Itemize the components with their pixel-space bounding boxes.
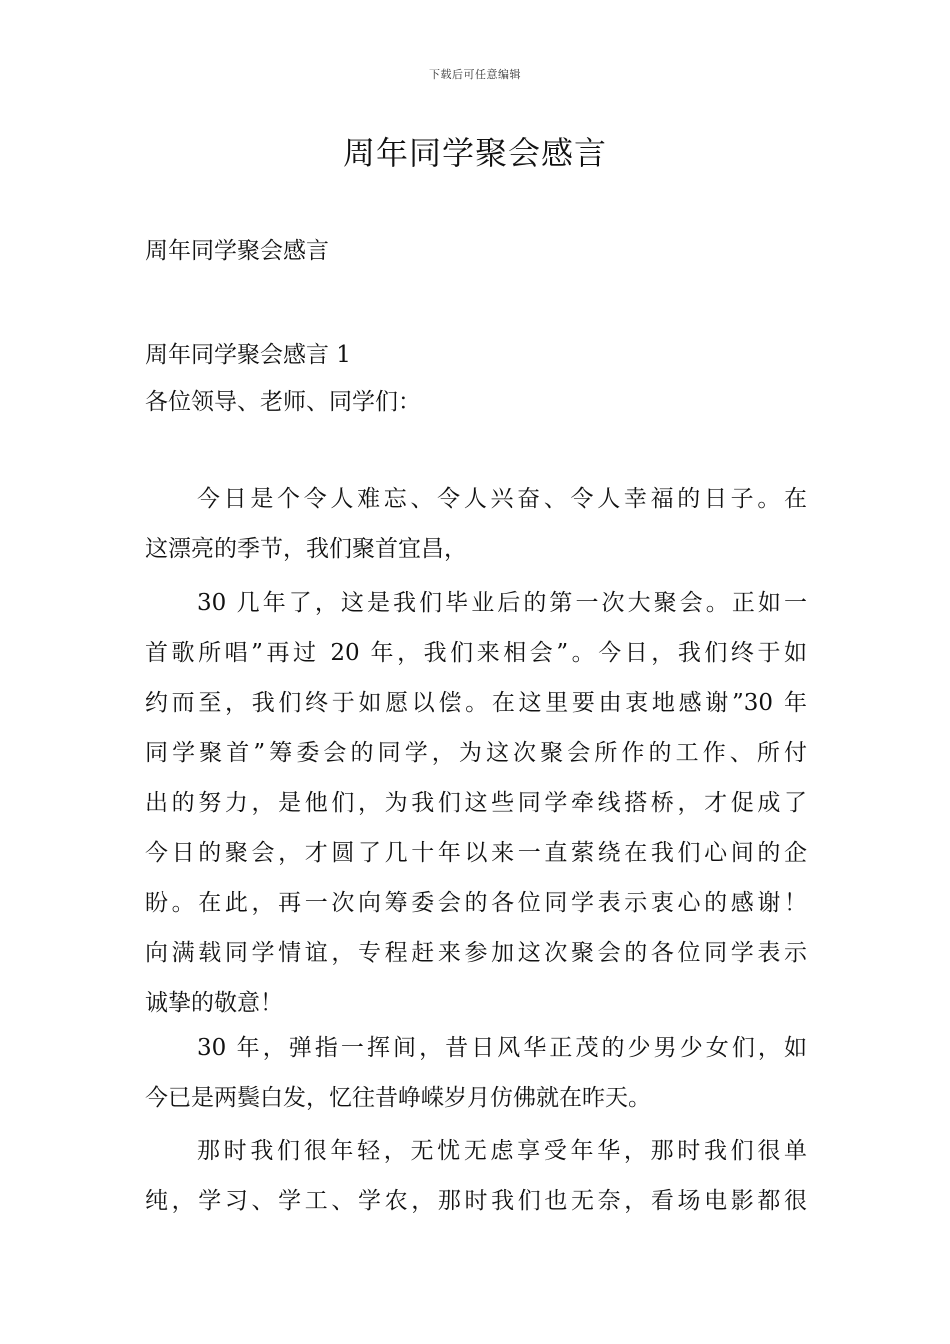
paragraph-line: 盼。在此，再一次向筹委会的各位同学表示衷心的感谢！ <box>145 890 807 916</box>
paragraph-line: 诚挚的敬意！ <box>145 990 283 1016</box>
paragraph-line: 今日是个令人难忘、令人兴奋、令人幸福的日子。在 <box>197 486 807 512</box>
paragraph-line: 今日的聚会，才圆了几十年以来一直萦绕在我们心间的企 <box>145 840 807 866</box>
document-title: 周年同学聚会感言 <box>342 134 607 172</box>
greeting <box>145 377 807 427</box>
paragraph-line: 同学聚首”筹委会的同学，为这次聚会所作的工作、所付 <box>145 740 807 766</box>
paragraph-2 <box>145 578 807 1028</box>
paragraph-line: 30 年，弹指一挥间，昔日风华正茂的少男少女们，如 <box>197 1035 807 1061</box>
paragraph-line: 这漂亮的季节，我们聚首宜昌， <box>145 536 467 562</box>
paragraph-line: 30 几年了，这是我们毕业后的第一次大聚会。正如一 <box>197 590 807 616</box>
paragraph-line: 那时我们很年轻，无忧无虑享受年华，那时我们很单 <box>197 1138 807 1164</box>
paragraph-line: 向满载同学情谊，专程赶来参加这次聚会的各位同学表示 <box>145 940 807 966</box>
paragraph-3 <box>145 1023 807 1123</box>
paragraph-line: 今已是两鬓白发，忆往昔峥嵘岁月仿佛就在昨天。 <box>145 1085 651 1111</box>
section-heading <box>145 330 807 380</box>
paragraph-line: 首歌所唱”再过 20 年，我们来相会”。今日，我们终于如 <box>145 640 807 666</box>
document-subtitle <box>145 226 807 276</box>
header-note: 下载后可任意编辑 <box>429 68 521 81</box>
paragraph-4 <box>145 1126 807 1226</box>
paragraph-1 <box>145 474 807 574</box>
section-heading-text: 周年同学聚会感言 1 <box>145 342 351 368</box>
paragraph-line: 约而至，我们终于如愿以偿。在这里要由衷地感谢”30 年 <box>145 690 807 716</box>
paragraph-line: 出的努力，是他们，为我们这些同学牵线搭桥，才促成了 <box>145 790 807 816</box>
greeting-text: 各位领导、老师、同学们： <box>145 389 421 415</box>
paragraph-line: 纯，学习、学工、学农，那时我们也无奈，看场电影都很 <box>145 1188 807 1214</box>
subtitle-text: 周年同学聚会感言 <box>145 238 329 264</box>
